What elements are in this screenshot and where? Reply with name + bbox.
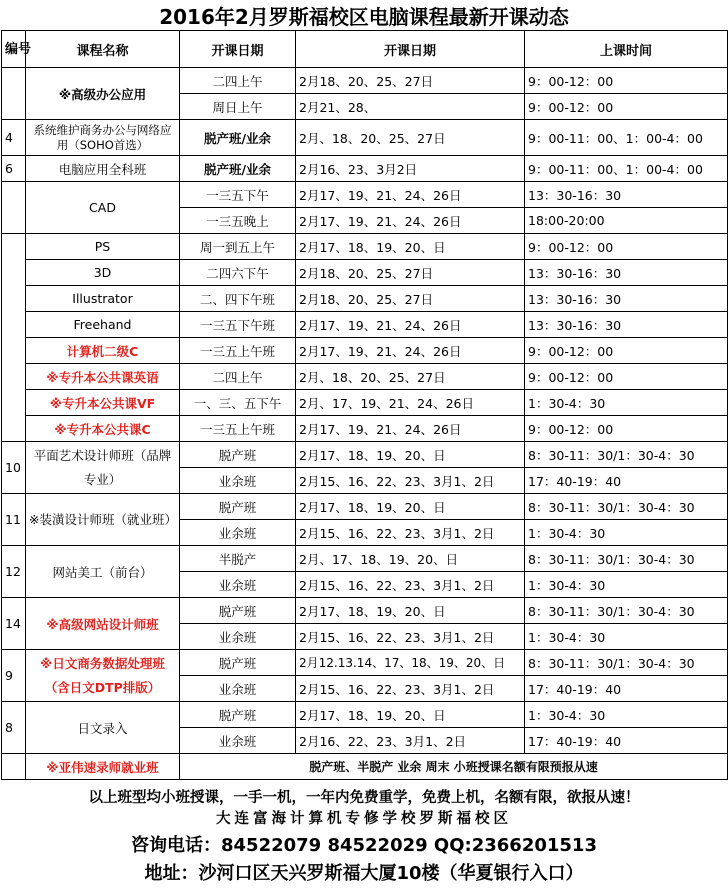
schedule-type: 周一到五上午 [180, 234, 296, 260]
course-name: ※专升本公共课C [26, 416, 180, 442]
course-name: PS [26, 234, 180, 260]
header-open-date: 开课日期 [296, 31, 525, 68]
open-dates: 2月15、16、22、23、3月1、2日 [296, 520, 525, 546]
schedule-type: 半脱产 [180, 546, 296, 572]
schedule-type: 脱产班/业余 [180, 120, 296, 156]
course-name: ※专升本公共课英语 [26, 364, 180, 390]
class-time: 17：40-19：40 [525, 468, 728, 494]
footer-promo: 以上班型均小班授课，一手一机，一年内免费重学，免费上机，名额有限，欲报从速！ [88, 790, 640, 806]
class-time: 8：30-11：30/1：30-4：30 [525, 494, 728, 520]
open-dates: 2月15、16、22、23、3月1、2日 [296, 624, 525, 650]
schedule-type: 一、三、五下午 [180, 390, 296, 416]
schedule-type: 脱产班 [180, 598, 296, 624]
open-dates: 2月17、18、19、20、日 [296, 234, 525, 260]
table-row [2, 364, 728, 390]
open-dates: 2月、17、18、19、20、日 [296, 546, 525, 572]
open-dates: 2月16、23、3月2日 [296, 156, 525, 182]
schedule-type: 脱产班 [180, 650, 296, 676]
open-dates: 2月15、16、22、23、3月1、2日 [296, 676, 525, 702]
row-num [2, 754, 26, 780]
schedule-type: 业余班 [180, 572, 296, 598]
header-open-date-type: 开课日期 [180, 31, 296, 68]
class-time: 9：00-12：00 [525, 364, 728, 390]
course-name: 系统维护商务办公与网络应用（SOHO首选） [26, 120, 180, 156]
row-num [2, 234, 26, 442]
table-row [2, 598, 728, 624]
class-time: 17：40-19：40 [525, 676, 728, 702]
course-name: CAD [26, 182, 180, 234]
schedule-type: 脱产班 [180, 494, 296, 520]
table-row [2, 416, 728, 442]
class-time: 9：00-11：00、1：00-4：00 [525, 120, 728, 156]
table-row [2, 390, 728, 416]
open-dates: 2月17、19、21、24、26日 [296, 312, 525, 338]
open-dates: 2月12.13.14、17、18、19、20、日 [296, 650, 525, 676]
open-dates: 2月17、19、21、24、26日 [296, 208, 525, 234]
schedule-type: 业余班 [180, 624, 296, 650]
header-class-time: 上课时间 [525, 31, 728, 68]
class-time: 13：30-16：30 [525, 260, 728, 286]
row-num [2, 182, 26, 234]
table-row [2, 182, 728, 208]
course-name: 日文录入 [26, 702, 180, 754]
schedule-type: 业余班 [180, 728, 296, 754]
open-dates: 2月18、20、25、27日 [296, 68, 525, 94]
table-row [2, 702, 728, 728]
table-row [2, 68, 728, 94]
row-num: 12 [2, 546, 26, 598]
open-dates: 2月17、18、19、20、日 [296, 442, 525, 468]
class-time: 9：00-12：00 [525, 234, 728, 260]
schedule-type: 二四上午 [180, 364, 296, 390]
class-time: 1：30-4：30 [525, 390, 728, 416]
course-name: ※高级网站设计师班 [26, 598, 180, 650]
course-name: ※高级办公应用 [26, 68, 180, 120]
class-time: 8：30-11：30/1：30-4：30 [525, 650, 728, 676]
table-row [2, 286, 728, 312]
row-num: 6 [2, 156, 26, 182]
class-time: 1：30-4：30 [525, 702, 728, 728]
row-num: 14 [2, 598, 26, 650]
schedule-type: 脱产班 [180, 702, 296, 728]
schedule-type: 一三五上午班 [180, 416, 296, 442]
open-dates: 2月、18、20、25、27日 [296, 364, 525, 390]
row-num: 9 [2, 650, 26, 702]
open-dates: 2月17、19、21、24、26日 [296, 416, 525, 442]
table-row [2, 234, 728, 260]
table-row [2, 156, 728, 182]
class-time: 9：00-11：00、1：00-4：00 [525, 156, 728, 182]
class-time: 8：30-11：30/1：30-4：30 [525, 598, 728, 624]
row-num: 10 [2, 442, 26, 494]
open-dates: 2月17、18、19、20、日 [296, 494, 525, 520]
open-dates: 2月17、19、21、24、26日 [296, 338, 525, 364]
table-row [2, 494, 728, 520]
class-time: 1：30-4：30 [525, 624, 728, 650]
schedule-type: 二四上午 [180, 68, 296, 94]
course-name: ※装潢设计师班（就业班） [26, 494, 180, 546]
class-time: 1：30-4：30 [525, 520, 728, 546]
open-dates: 2月16、22、23、3月1、2日 [296, 728, 525, 754]
schedule-type: 业余班 [180, 520, 296, 546]
open-dates: 2月17、19、21、24、26日 [296, 182, 525, 208]
open-dates: 2月15、16、22、23、3月1、2日 [296, 468, 525, 494]
class-time: 9：00-12：00 [525, 338, 728, 364]
header-row [2, 31, 728, 68]
table-row [2, 650, 728, 676]
row-num: 11 [2, 494, 26, 546]
footer-school-name: 大连富海计算机专修学校罗斯福校区 [216, 811, 512, 827]
open-dates: 2月17、18、19、20、日 [296, 598, 525, 624]
schedule-type: 二四六下午 [180, 260, 296, 286]
class-time: 9：00-12：00 [525, 94, 728, 120]
class-time: 1：30-4：30 [525, 572, 728, 598]
class-time: 13：30-16：30 [525, 182, 728, 208]
course-name: ※专升本公共课VF [26, 390, 180, 416]
table-row [2, 312, 728, 338]
table-row [2, 338, 728, 364]
footer-address: 地址：沙河口区天兴罗斯福大厦10楼（华夏银行入口） [144, 863, 584, 884]
schedule-type: 一三五下午班 [180, 312, 296, 338]
schedule-type: 业余班 [180, 468, 296, 494]
course-name: Freehand [26, 312, 180, 338]
schedule-type: 一三五下午 [180, 182, 296, 208]
open-dates: 2月18、20、25、27日 [296, 260, 525, 286]
open-dates: 2月15、16、22、23、3月1、2日 [296, 572, 525, 598]
course-name: 平面艺术设计师班（品牌专业） [26, 442, 180, 494]
open-dates: 2月、18、20、25、27日 [296, 120, 525, 156]
course-note: 脱产班、半脱产 业余 周末 小班授课名额有限预报从速 [180, 754, 728, 780]
table-row [2, 754, 728, 780]
page-title: 2016年2月罗斯福校区电脑课程最新开课动态 [159, 5, 569, 29]
schedule-type: 周日上午 [180, 94, 296, 120]
row-num: 8 [2, 702, 26, 754]
open-dates: 2月21、28、 [296, 94, 525, 120]
class-time: 9：00-12：00 [525, 416, 728, 442]
table-row [2, 260, 728, 286]
course-schedule-table [1, 30, 728, 780]
header-num: 编号 [2, 31, 26, 68]
course-name: Illustrator [26, 286, 180, 312]
row-num [2, 68, 26, 120]
open-dates: 2月、17、19、21、24、26日 [296, 390, 525, 416]
course-name: 3D [26, 260, 180, 286]
schedule-type: 业余班 [180, 676, 296, 702]
class-time: 13：30-16：30 [525, 286, 728, 312]
class-time: 13：30-16：30 [525, 312, 728, 338]
header-course-name: 课程名称 [26, 31, 180, 68]
schedule-type: 二、四下午班 [180, 286, 296, 312]
schedule-type: 一三五上午班 [180, 338, 296, 364]
table-row [2, 442, 728, 468]
footer-contact: 咨询电话：84522079 84522029 QQ:2366201513 [131, 835, 597, 856]
schedule-type: 一三五晚上 [180, 208, 296, 234]
course-name: ※日文商务数据处理班（含日文DTP排版） [26, 650, 180, 702]
table-row [2, 120, 728, 156]
class-time: 17：40-19：40 [525, 728, 728, 754]
open-dates: 2月17、18、19、20、日 [296, 702, 525, 728]
row-num: 4 [2, 120, 26, 156]
course-name: 计算机二级C [26, 338, 180, 364]
class-time: 18:00-20:00 [525, 208, 728, 234]
class-time: 8：30-11：30/1：30-4：30 [525, 442, 728, 468]
course-name: 网站美工（前台） [26, 546, 180, 598]
table-row [2, 546, 728, 572]
course-name: 电脑应用全科班 [26, 156, 180, 182]
schedule-type: 脱产班/业余 [180, 156, 296, 182]
class-time: 9：00-12：00 [525, 68, 728, 94]
course-name: ※亚伟速录师就业班 [26, 754, 180, 780]
schedule-type: 脱产班 [180, 442, 296, 468]
class-time: 8：30-11：30/1：30-4：30 [525, 546, 728, 572]
open-dates: 2月18、20、25、27日 [296, 286, 525, 312]
